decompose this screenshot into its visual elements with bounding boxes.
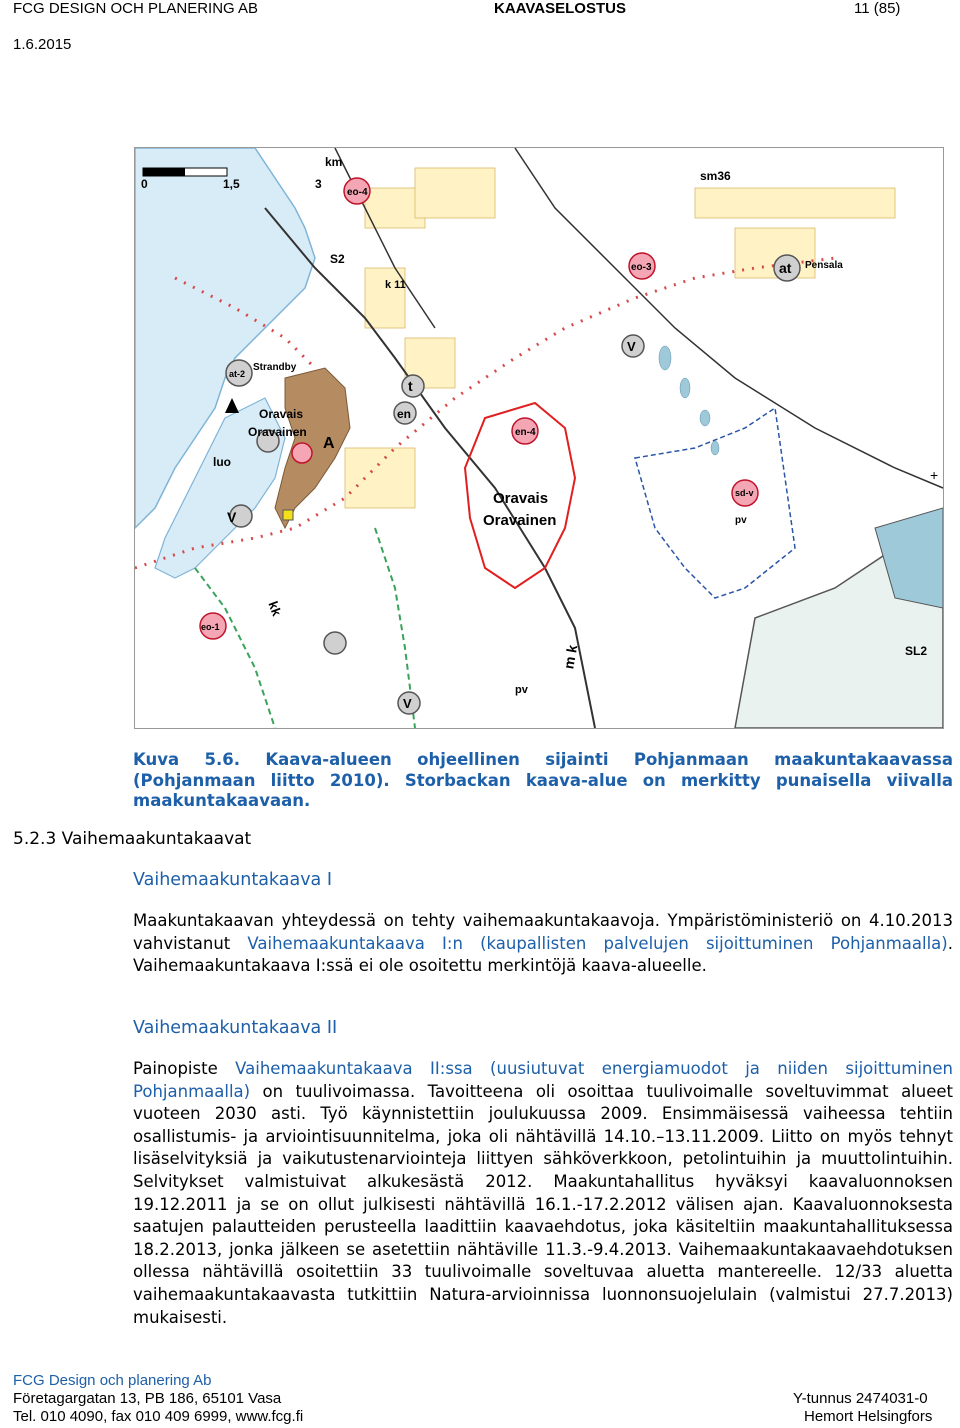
map-label-en: en xyxy=(397,407,412,421)
scale-tick-2: 3 xyxy=(315,177,322,191)
footer-company: FCG Design och planering Ab xyxy=(13,1372,212,1389)
header-company: FCG DESIGN OCH PLANERING AB xyxy=(13,0,259,17)
section-heading: 5.2.3 Vaihemaakuntakaavat xyxy=(13,829,252,849)
map-label-pv-1: pv xyxy=(735,515,747,526)
map-label-at: at xyxy=(779,260,792,276)
footer-ytunnus: Y-tunnus 2474031-0 xyxy=(793,1390,928,1407)
map-label-luo: luo xyxy=(213,455,231,469)
yellow-square-marker-icon xyxy=(283,510,293,520)
scale-unit: km xyxy=(325,155,343,169)
paragraph-1-highlight: Vaihemaakuntakaava I:n (kaupallisten palvelujen sijoittuminen Pohjanmaalla) xyxy=(247,933,948,953)
map-label-en4: en-4 xyxy=(515,427,536,438)
header-doc-title: KAAVASELOSTUS xyxy=(494,0,626,17)
map-label-s2: S2 xyxy=(330,252,345,266)
map-label-plus: + xyxy=(930,467,939,483)
map-label-strandby: Strandby xyxy=(253,362,297,373)
map-label-v3: V xyxy=(403,696,412,711)
paragraph-2 xyxy=(133,1058,953,1329)
map-label-a: A xyxy=(323,435,335,452)
header-page-number: 11 (85) xyxy=(854,0,901,17)
paragraph-1 xyxy=(133,910,953,978)
header-date: 1.6.2015 xyxy=(13,36,72,53)
map-label-oravais-1: Oravais xyxy=(259,407,304,421)
map-label-kk: kk xyxy=(265,599,285,618)
footer-contact: Tel. 010 4090, fax 010 409 6999, www.fcg.fi xyxy=(13,1408,304,1425)
map-label-eo4-top: eo-4 xyxy=(347,187,368,198)
subsection-heading-1: Vaihemaakuntakaava I xyxy=(133,870,332,890)
paragraph-2-text-a: Painopiste xyxy=(133,1059,236,1078)
scale-tick-0: 0 xyxy=(141,177,148,191)
subsection-heading-2: Vaihemaakuntakaava II xyxy=(133,1018,338,1038)
map-label-eo3: eo-3 xyxy=(631,262,652,273)
footer-domicile: Hemort Helsingfors xyxy=(804,1408,933,1425)
paragraph-2-text-c: on tuulivoimassa. Tavoitteena oli osoittaa tuulivoimalle soveltuvimmat alueet vuoteen 2030 asti. Työ käynnistettiin joulukuussa 2009. Ensimmäisessä vaiheessa tehtiin osallistumis- ja arviointisuunnitelma, joka oli nähtävillä 14.10.–13.11.2009. Liitto on myös tehnyt lisäselvityksiä ja vaikutustenarviointeja liittyen sähköverkkoon, petolintuihin ja muuttolintuihin. Selvitykset valmistuivat alkukesästä 2012. Maakuntahallitus hyväksyi kaavaluonnoksen 19.12.2011 ja se on ollut julkisesti nähtävillä 16.1.-17.2.2012 välisen ajan. Kaavaluonnoksesta saatujen palautteiden perusteella laadittiin kaavaehdotus, joka käsiteltiin maakuntahallituksessa 18.2.2013, jonka jälkeen se asetettiin nähtäville 11.3.-9.4.2013. Vaihemaakuntakaavaehdotuksen ollessa nähtävillä osoitettiin 33 tuulivoimalle soveltuvaa aluetta mantereelle. 12/33 aluetta vaihemaakuntakaavasta tutkittiin Natura-arvioinnissa luonnonsuojelulain (valmistui 27.7.2013) mukaisesti. xyxy=(133,1081,953,1327)
map-label-sm36: sm36 xyxy=(700,169,731,183)
map-label-oravais-2: Oravais xyxy=(493,490,549,507)
figure-caption: Kuva 5.6. Kaava-alueen ohjeellinen sijainti Pohjanmaan maakuntakaavassa (Pohjanmaan liitto 2010). Storbackan kaava-alue on merkitty punaisella viivalla maakuntakaavaan. xyxy=(133,750,953,810)
regional-plan-map xyxy=(134,147,944,729)
map-label-pensala: Pensala xyxy=(805,260,843,271)
map-label-pv-2: pv xyxy=(515,684,528,696)
scale-tick-1: 1,5 xyxy=(223,177,240,191)
map-label-mk: m k xyxy=(560,643,581,671)
map-label-t: t xyxy=(408,378,413,394)
paragraph-1-text-a: Maakuntakaavan yhteydessä on tehty vaihemaakuntakaavoja. Ympäristöministeriö on 4.10.2013 vahvistanut xyxy=(133,911,953,953)
map-label-at2: at-2 xyxy=(229,369,246,379)
footer-address: Företagargatan 13, PB 186, 65101 Vasa xyxy=(13,1390,282,1407)
map-label-sl2: SL2 xyxy=(905,644,928,658)
map-label-v2: V xyxy=(627,339,636,354)
map-label-oravainen-1: Oravainen xyxy=(248,425,307,439)
map-label-eo1: eo-1 xyxy=(201,622,220,632)
paragraph-2-highlight: Vaihemaakuntakaava II:ssa (uusiutuvat energiamuodot ja niiden sijoittuminen Pohjanmaalla) xyxy=(133,1059,953,1101)
map-label-sdv: sd-v xyxy=(735,488,754,498)
map-label-v1: V xyxy=(227,509,237,525)
map-label-oravainen-2: Oravainen xyxy=(483,512,557,529)
paragraph-1-text-c: . Vaihemaakuntakaava I:ssä ei ole osoitettu merkintöjä kaava-alueelle. xyxy=(133,933,953,976)
map-label-k11: k 11 xyxy=(385,279,406,291)
